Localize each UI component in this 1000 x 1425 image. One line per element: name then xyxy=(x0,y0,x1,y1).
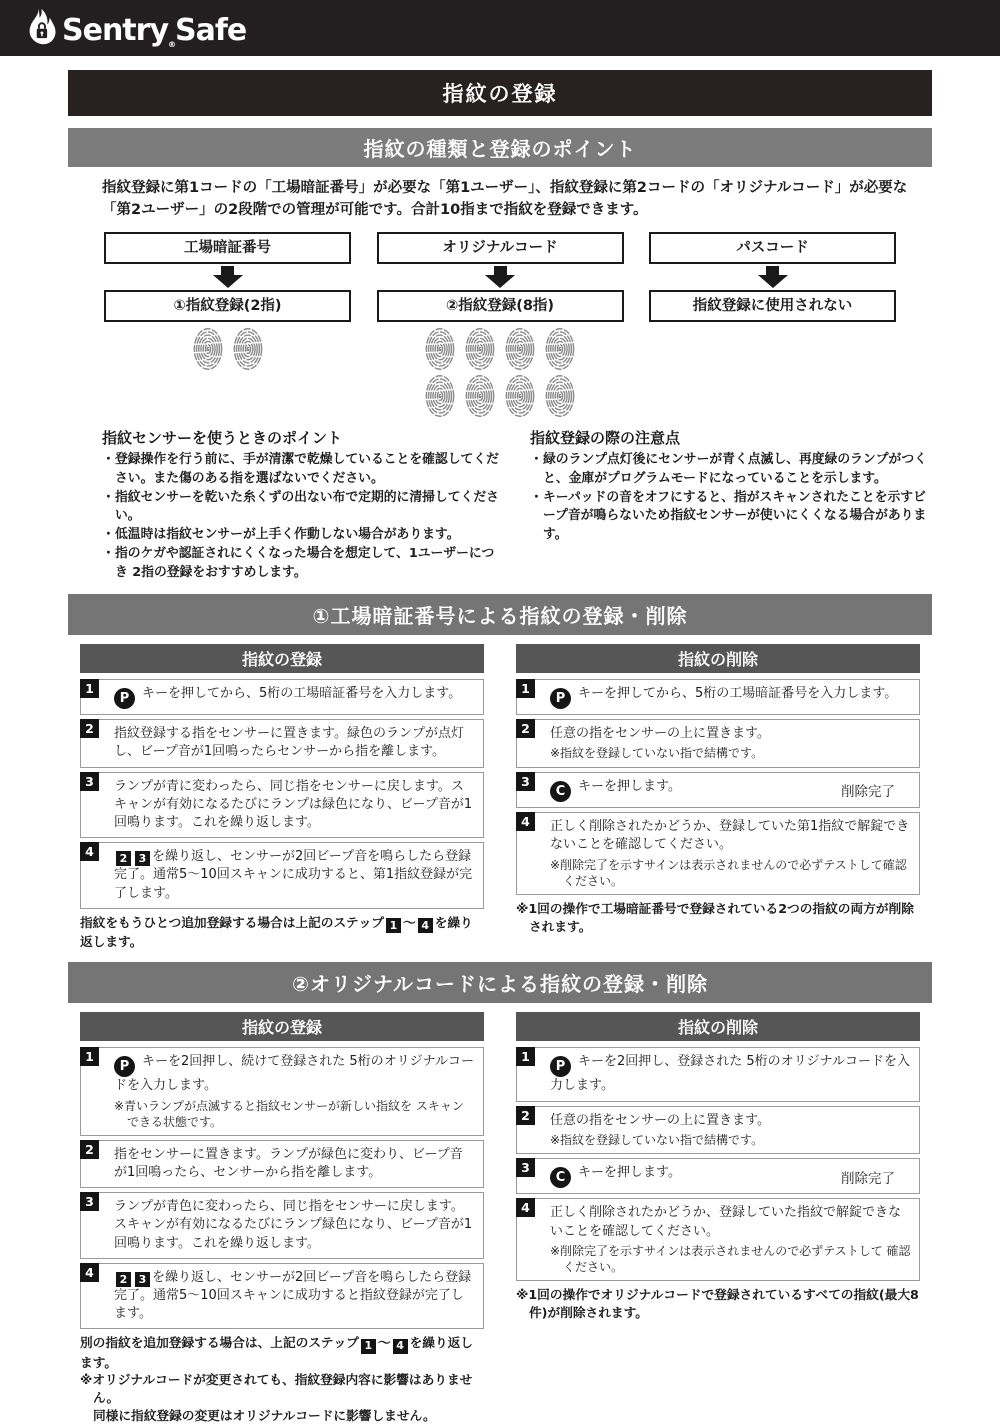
footer-text: 指紋をもうひとつ追加登録する場合は上記のステップ xyxy=(80,914,384,930)
section1-register-column xyxy=(80,644,484,951)
p-key-icon: P xyxy=(550,688,571,709)
step-row xyxy=(516,1198,920,1281)
column-header: 指紋の登録 xyxy=(80,1012,484,1041)
step-number-badge: 3 xyxy=(80,772,99,791)
step-text: キーを押してから、5桁の工場暗証番号を入力します。 xyxy=(142,685,462,701)
step-text: を繰り返し、センサーが2回ビープ音を鳴らしたら登録完了。通常5〜10回スキャンに成功すると、第1指紋登録が完了します。 xyxy=(114,849,473,901)
step-row xyxy=(80,719,484,767)
steps-list xyxy=(516,1047,920,1282)
footer-text: 〜 xyxy=(377,1335,391,1351)
step2-badge-icon: 2 xyxy=(116,851,131,866)
step-row xyxy=(516,1047,920,1102)
section2-delete-column xyxy=(516,1012,920,1425)
step-number-badge: 1 xyxy=(80,1047,99,1066)
step1-badge-icon: 1 xyxy=(361,1339,376,1354)
fingerprint-icon xyxy=(463,327,497,371)
flow-original-code xyxy=(377,232,624,424)
flow-result-box: ①指紋登録(2指) xyxy=(104,290,351,322)
step-row xyxy=(516,679,920,716)
fingerprint-row xyxy=(377,374,624,418)
registration-cautions xyxy=(530,427,932,583)
sentrysafe-logo xyxy=(24,7,246,49)
flow-passcode xyxy=(649,232,896,424)
step-number-badge: 2 xyxy=(80,1140,99,1159)
section1-columns xyxy=(68,644,932,951)
bullet-item: ・ 指のケガや認証されにくくなった場合を想定して、1ユーザーにつき 2指の登録をおすすめします。 xyxy=(102,545,504,583)
fingerprint-icon xyxy=(503,327,537,371)
step-row xyxy=(516,1158,920,1195)
step-text: 指紋登録する指をセンサーに置きます。緑色のランプが点灯し、ビープ音が1回鳴ったらセンサーから指を離します。 xyxy=(114,726,464,760)
arrow-down-icon xyxy=(758,266,788,288)
step-row xyxy=(80,1047,484,1136)
step-number-badge: 2 xyxy=(80,719,99,738)
overview-banner: 指紋の種類と登録のポイント xyxy=(68,128,932,167)
sentry-flame-lock-icon xyxy=(24,7,58,49)
delete-footer xyxy=(516,900,920,936)
step-row xyxy=(80,679,484,716)
column-header: 指紋の削除 xyxy=(516,1012,920,1041)
bullet-item: ・ 緑のランプ点灯後にセンサーが青く点滅し、再度緑のランプがつくと、金庫がプログラムモードになっていることを示します。 xyxy=(530,451,932,489)
footer-text: 〜 xyxy=(403,914,416,930)
c-key-icon: C xyxy=(550,781,571,802)
step-number-badge: 1 xyxy=(516,679,535,698)
bullet-item: ・ キーパッドの音をオフにすると、指がスキャンされたことを示すビープ音が鳴らないため指紋センサーが使いにくくなる場合があります。 xyxy=(530,489,932,545)
step-text: 任意の指をセンサーの上に置きます。 xyxy=(550,726,770,742)
flow-source-box: オリジナルコード xyxy=(377,232,624,264)
sensor-points xyxy=(102,427,504,583)
arrow-down-icon xyxy=(485,266,515,288)
notes-section xyxy=(68,427,932,583)
fingerprint-icon xyxy=(503,374,537,418)
flow-result-box: ②指紋登録(8指) xyxy=(377,290,624,322)
step-note: ※削除完了を示すサインは表示されませんので必ずテストして確認ください。 xyxy=(550,857,907,888)
step4-badge-icon: 4 xyxy=(418,918,433,933)
step-note: ※青いランプが点滅すると指紋センサーが新しい指紋を スキャンできる状態です。 xyxy=(114,1098,464,1129)
step-note: ※削除完了を示すサインは表示されませんので必ずテストして 確認ください。 xyxy=(550,1243,911,1275)
fingerprint-icon xyxy=(231,327,265,371)
step-text: キーを押してから、5桁の工場暗証番号を入力します。 xyxy=(578,685,898,701)
step-number-badge: 1 xyxy=(80,679,99,698)
flow-result-box: 指紋登録に使用されない xyxy=(649,290,896,322)
flow-factory-code xyxy=(104,232,351,424)
fingerprint-group-8 xyxy=(377,327,624,423)
bullet-item: ・ 低温時は指紋センサーが上手く作動しない場合があります。 xyxy=(102,526,504,545)
footer-text: 別の指紋を追加登録する場合は、上記のステップ xyxy=(80,1335,359,1351)
step-text: ランプが青に変わったら、同じ指をセンサーに戻します。スキャンが有効になるたびにランプは緑色になり、ビープ音が1回鳴ります。これを繰り返します。 xyxy=(114,778,473,831)
sensor-points-list xyxy=(102,451,504,583)
step-number-badge: 4 xyxy=(516,812,535,831)
step1-badge-icon: 1 xyxy=(386,918,401,933)
flow-source-box: パスコード xyxy=(649,232,896,264)
p-key-icon: P xyxy=(114,688,135,709)
step-row xyxy=(80,772,484,839)
step-text: を繰り返し、センサーが2回ビープ音を鳴らしたら登録完了。通常5〜10回スキャンに成功すると指紋登録が完了します。 xyxy=(114,1269,472,1322)
step-number-badge: 3 xyxy=(516,772,535,791)
column-header: 指紋の登録 xyxy=(80,644,484,673)
step-text: 任意の指をセンサーの上に置きます。 xyxy=(550,1112,770,1128)
intro-line-2: 「第2ユーザー」の2段階での管理が可能です。合計10指まで指紋を登録できます。 xyxy=(102,201,648,218)
step-row xyxy=(516,772,920,809)
fingerprint-icon xyxy=(423,327,457,371)
brand-wordmark: Sentry$_®$Safe xyxy=(62,13,247,49)
step-number-badge: 2 xyxy=(516,719,535,738)
step-row xyxy=(80,1140,484,1188)
step-row xyxy=(80,1192,484,1259)
step-text: 正しく削除されたかどうか、登録していた第1指紋で解錠できないことを確認してください。 xyxy=(550,819,910,853)
step-number-badge: 4 xyxy=(80,1263,99,1282)
intro-line-1: 指紋登録に第1コードの「工場暗証番号」が必要な「第1ユーザー」、指紋登録に第2コードの「オリジナルコード」が必要な xyxy=(102,180,908,196)
section2-banner: ②オリジナルコードによる指紋の登録・削除 xyxy=(68,962,932,1003)
step3-badge-icon: 3 xyxy=(135,851,150,866)
fingerprint-group-2 xyxy=(104,327,351,423)
delete-footer xyxy=(516,1286,920,1322)
c-key-icon: C xyxy=(550,1167,571,1188)
fingerprint-row xyxy=(377,327,624,371)
fingerprint-icon xyxy=(543,374,577,418)
step-row xyxy=(516,719,920,767)
fingerprint-row xyxy=(104,327,351,371)
footer-note: ※1回の操作でオリジナルコードで登録されているすべての指紋(最大8件)が削除されます。 xyxy=(516,1287,919,1321)
cautions-title: 指紋登録の際の注意点 xyxy=(530,429,681,448)
fingerprint-group-none xyxy=(649,327,896,423)
page-body xyxy=(0,70,1000,1425)
fingerprint-icon xyxy=(191,327,225,371)
steps-list xyxy=(80,1047,484,1330)
bullet-item: ・ 登録操作を行う前に、手が清潔で乾燥していることを確認してください。また傷のある指を選ばないでください。 xyxy=(102,451,504,489)
register-footer xyxy=(80,914,484,951)
fingerprint-icon xyxy=(543,327,577,371)
step-row xyxy=(516,1106,920,1154)
footer-note: ※1回の操作で工場暗証番号で登録されている2つの指紋の両方が削除されます。 xyxy=(516,900,914,934)
step4-badge-icon: 4 xyxy=(393,1339,408,1354)
step-row xyxy=(80,842,484,909)
step-text: 指をセンサーに置きます。ランプが緑色に変わり、ビープ音が1回鳴ったら、センサーから指を離します。 xyxy=(114,1146,463,1181)
intro-paragraph xyxy=(102,178,932,222)
step-text: 正しく削除されたかどうか、登録していた指紋で解錠できないことを確認してください。 xyxy=(550,1205,902,1239)
step-number-badge: 2 xyxy=(516,1106,535,1125)
section2-columns xyxy=(68,1012,932,1425)
step-text: キーを2回押し、続けて登録された 5桁のオリジナルコードを入力します。 xyxy=(114,1053,475,1094)
step-text: キーを押します。 xyxy=(578,778,681,794)
footer-note: 同様に指紋登録の変更はオリジナルコードに影響しません。 xyxy=(93,1407,436,1423)
section2-register-column xyxy=(80,1012,484,1425)
p-key-icon: P xyxy=(114,1056,135,1077)
step3-badge-icon: 3 xyxy=(135,1272,150,1287)
step-text: ランプが青色に変わったら、同じ指をセンサーに戻します。スキャンが有効になるたびにランプ緑色になり、ビープ音が1回鳴ります。これを繰り返します。 xyxy=(114,1199,473,1251)
p-key-icon: P xyxy=(550,1056,571,1077)
delete-complete-label: 削除完了 xyxy=(841,1170,895,1187)
step-number-badge: 4 xyxy=(80,842,99,861)
footer-text: を繰り返します。 xyxy=(80,1335,473,1370)
step-number-badge: 4 xyxy=(516,1198,535,1217)
step-note: ※指紋を登録していない指で結構です。 xyxy=(550,746,764,761)
bullet-item: ・ 指紋センサーを乾いた糸くずの出ない布で定期的に清掃してください。 xyxy=(102,489,504,527)
step-row xyxy=(516,812,920,895)
steps-list xyxy=(80,679,484,909)
step-row xyxy=(80,1263,484,1330)
section1-delete-column xyxy=(516,644,920,951)
fingerprint-icon xyxy=(423,374,457,418)
step-number-badge: 3 xyxy=(80,1192,99,1211)
section1-banner: ①工場暗証番号による指紋の登録・削除 xyxy=(68,594,932,635)
fingerprint-icon xyxy=(463,374,497,418)
step-number-badge: 3 xyxy=(516,1158,535,1177)
code-flow-diagram xyxy=(68,232,932,424)
register-footer xyxy=(80,1334,484,1424)
page-title: 指紋の登録 xyxy=(68,70,932,116)
step2-badge-icon: 2 xyxy=(116,1272,131,1287)
footer-note: ※オリジナルコードが変更されても、指紋登録内容に影響はありません。 xyxy=(80,1372,473,1406)
registered-mark: ® xyxy=(168,40,176,49)
footer-text: を繰り返します。 xyxy=(80,914,473,949)
steps-list xyxy=(516,679,920,895)
step-number-badge: 1 xyxy=(516,1047,535,1066)
brand-bar xyxy=(0,0,1000,56)
delete-complete-label: 削除完了 xyxy=(841,784,895,801)
step-note: ※指紋を登録していない指で結構です。 xyxy=(550,1132,764,1147)
column-header: 指紋の削除 xyxy=(516,644,920,673)
arrow-down-icon xyxy=(213,266,243,288)
step-text: キーを2回押し、登録された 5桁のオリジナルコードを入力します。 xyxy=(550,1053,911,1094)
cautions-list xyxy=(530,451,932,545)
flow-source-box: 工場暗証番号 xyxy=(104,232,351,264)
step-text: キーを押します。 xyxy=(578,1164,681,1180)
sensor-points-title: 指紋センサーを使うときのポイント xyxy=(102,429,343,448)
